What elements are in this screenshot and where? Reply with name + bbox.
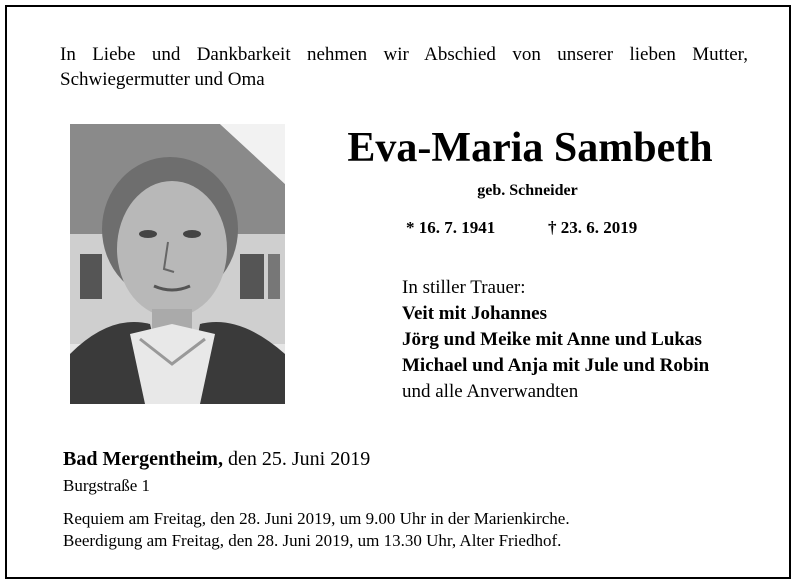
requiem-line: Requiem am Freitag, den 28. Juni 2019, um 9.00 Uhr in der Marienkirche. [63,509,570,528]
deceased-name: Eva-Maria Sambeth [347,125,713,171]
mourners-block [402,275,709,405]
mourner-name: Jörg und Meike mit Anne und Lukas [402,329,702,350]
mourner-name: Veit mit Johannes [402,303,547,324]
intro-line-2: Schwiegermutter und Oma [60,69,265,90]
death-date: † 23. 6. 2019 [548,218,638,237]
portrait-photo [70,124,285,404]
place: Bad Mergentheim, [63,448,223,470]
born-name: geb. Schneider [477,182,578,199]
mourner-name: Michael und Anja mit Jule und Robin [402,355,710,376]
intro-text [60,42,748,92]
place-date-line [63,448,370,471]
mourners-closing: und alle Anverwandten [402,381,579,402]
burial-line: Beerdigung am Freitag, den 28. Juni 2019, um 13.30 Uhr, Alter Friedhof. [63,531,562,550]
mourners-heading: In stiller Trauer: [402,277,526,298]
service-info [63,508,570,552]
birth-date: * 16. 7. 1941 [406,218,496,237]
street-address: Burgstraße 1 [63,476,151,495]
intro-line-1: In Liebe und Dankbarkeit nehmen wir Abschied von unserer lieben Mutter, [60,44,748,65]
date: den 25. Juni 2019 [227,448,371,470]
